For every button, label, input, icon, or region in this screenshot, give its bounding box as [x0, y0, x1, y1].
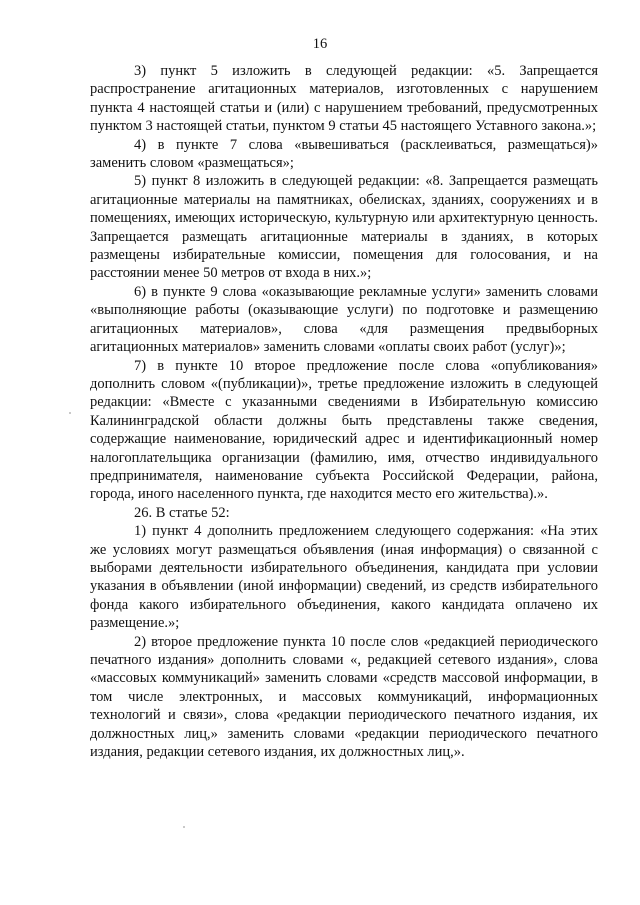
- paragraph-item-26-1: 1) пункт 4 дополнить предложением следующего содержания: «На этих же условиях могут размещаться объявления (иная информация) о связанной с выборами деятельности избирательного объединения, кандидата при условии указания в объявлении (иной информации) сведений, из средств избирательного фонда какого избирательного объединения, какого кандидата оплачено их размещение.»;: [90, 523, 598, 632]
- paragraph-item-5: 5) пункт 8 изложить в следующей редакции: «8. Запрещается размещать агитационные материалы на памятниках, обелисках, зданиях, сооружениях и в помещениях, имеющих историческую, культурную или архитектурную ценность. Запрещается размещать агитационные материалы в зданиях, в которых размещены избирательные комиссии, помещения для голосования, и на расстоянии менее 50 метров от входа в них.»;: [90, 173, 598, 282]
- body-text: [90, 62, 598, 761]
- paragraph-item-3: 3) пункт 5 изложить в следующей редакции: «5. Запрещается распространение агитационных материалов, изготовленных с нарушением пункта 4 настоящей статьи и (или) с нарушением требований, предусмотренных пунктом 3 настоящей статьи, пунктом 9 статьи 45 настоящего Уставного закона.»;: [90, 63, 598, 135]
- paragraph-item-7: 7) в пункте 10 второе предложение после слова «опубликования» дополнить словом «(публикации)», третье предложение изложить в следующей редакции: «Вместе с указанными сведениями в Избирательную комиссию Калининградской области должны быть представлены также сведения, содержащие наименование, юридический адрес и идентификационный номер налогоплательщика организации (фамилию, имя, отчество индивидуального предпринимателя, наименование субъекта Российской Федерации, района, города, иного населенного пункта, где находится место его жительства).».: [90, 357, 598, 503]
- scan-speck: [69, 412, 71, 414]
- paragraph-item-6: 6) в пункте 9 слова «оказывающие рекламные услуги» заменить словами «выполняющие работы (оказывающие услуги) по подготовке и размещению агитационных материалов», слова «для размещения предвыборных агитационных материалов» заменить словами «оплаты своих работ (услуг)»;: [90, 283, 598, 356]
- scan-speck: [183, 826, 185, 828]
- paragraph-item-26-2: 2) второе предложение пункта 10 после слов «редакцией периодического печатного издания» дополнить словами «, редакцией сетевого издания», слова «массовых коммуникаций» заменить словами «средств массовой информации, в том числе электронных, и массовых коммуникаций, информационных технологий и связи», слова «редакции периодического печатного издания, их должностных лиц,» заменить словами «редакции периодического печатного издания, редакции сетевого издания, их должностных лиц,».: [90, 633, 598, 761]
- page-number: 16: [312, 36, 328, 52]
- paragraph-item-4: 4) в пункте 7 слова «вывешиваться (расклеиваться, размещаться)» заменить словом «размещаться»;: [90, 136, 598, 172]
- section-heading-26: 26. В статье 52:: [134, 504, 230, 521]
